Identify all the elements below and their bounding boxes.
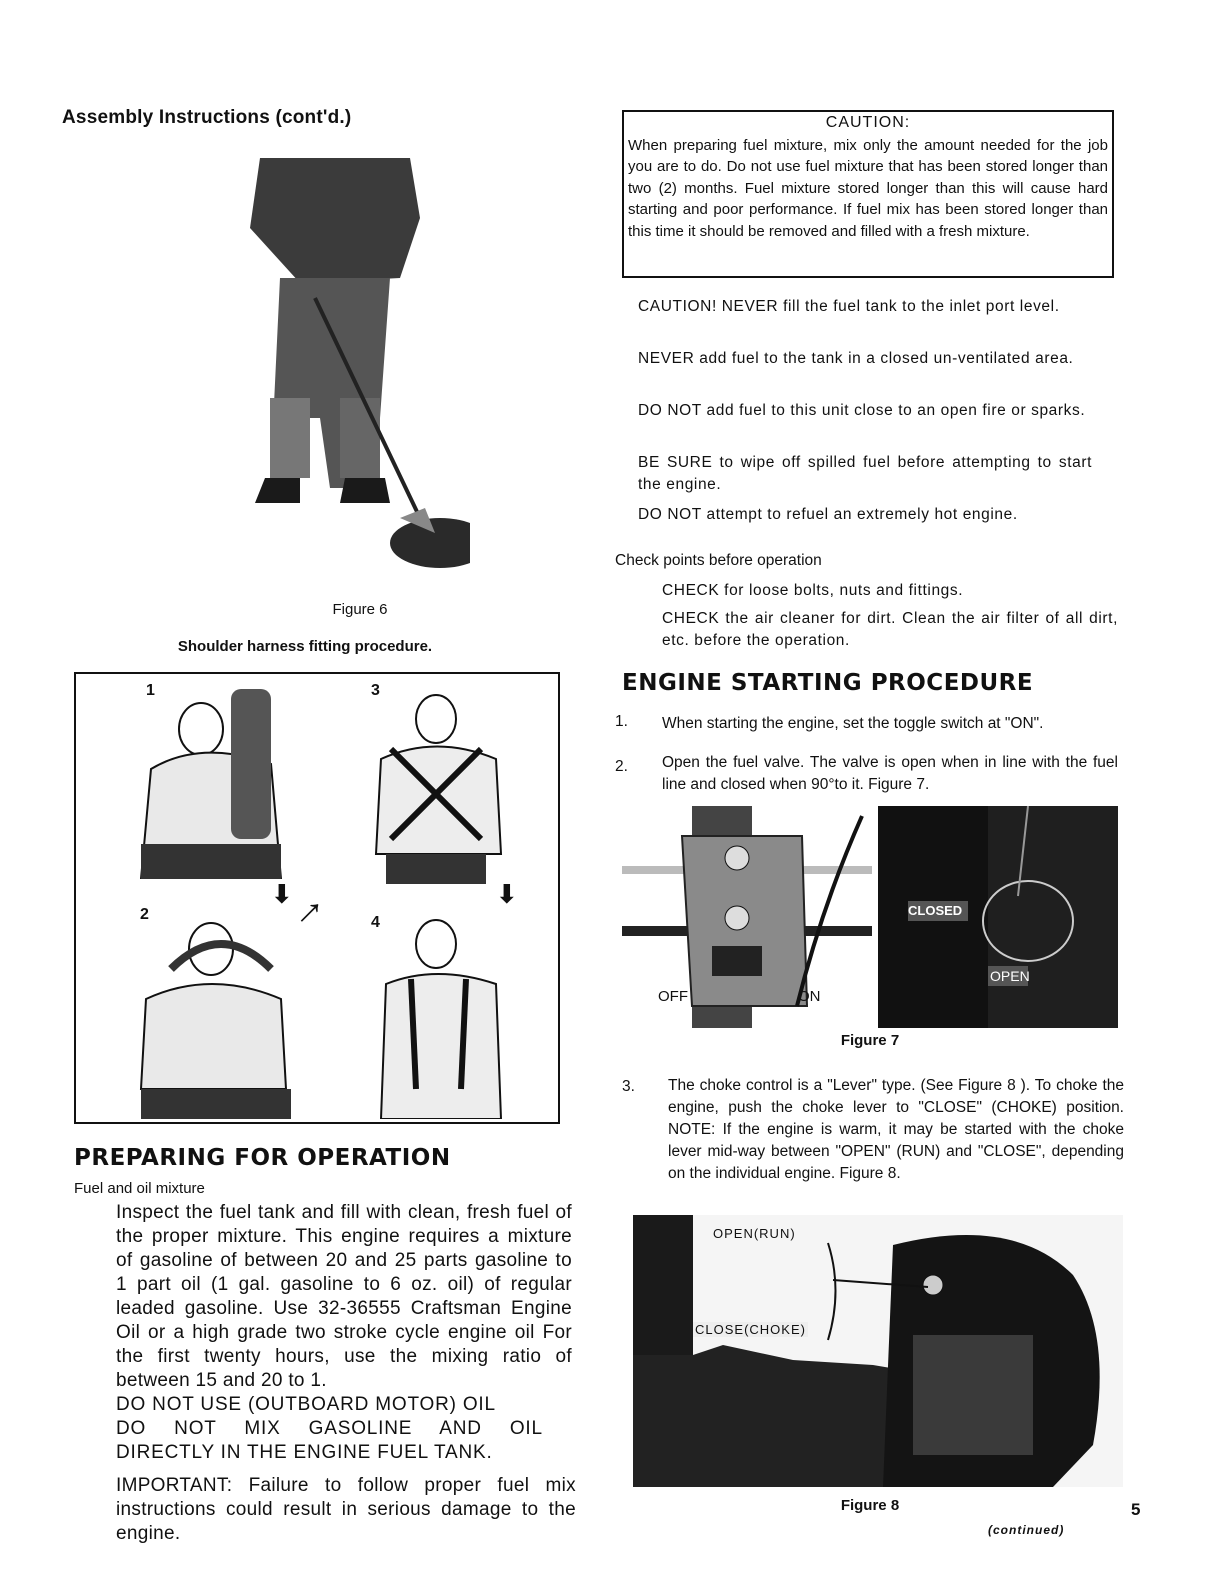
page-number: 5 (1131, 1500, 1141, 1519)
panel-number-2: 2 (140, 906, 149, 923)
fig8-open-run-label: OPEN(RUN) (713, 1226, 796, 1241)
caution-title: CAUTION: (825, 114, 911, 131)
warning-item: DO NOT add fuel to this unit close to an open fire or sparks. (638, 402, 1086, 419)
panel-number-4: 4 (371, 914, 380, 931)
fuel-oil-subsection: Fuel and oil mixture (74, 1180, 205, 1197)
panel1-illustration (131, 679, 301, 879)
warning-line-2: DO NOT MIX GASOLINE AND OIL (116, 1418, 543, 1439)
arrow-down-icon: ⬇ (271, 879, 293, 909)
assembly-heading: Assembly Instructions (cont'd.) (62, 107, 352, 128)
figure8-choke-photo (633, 1215, 1123, 1487)
step-text: Open the fuel valve. The valve is open when in line with the fuel line and closed when 90°to it. Figure 7. (662, 754, 1118, 793)
figure6-label: Figure 6 (332, 601, 388, 618)
fig7-off-label: OFF (658, 988, 688, 1005)
panel4-illustration (376, 909, 536, 1119)
checkpoint-item: CHECK for loose bolts, nuts and fittings. (662, 582, 964, 599)
figure7-switch-photo (622, 806, 872, 1028)
arrow-diagonal-icon: ↑ (288, 888, 334, 934)
figure6-image (220, 158, 470, 578)
panel-number-3: 3 (371, 682, 380, 699)
panel2-illustration (131, 909, 311, 1119)
warning-item: BE SURE to wipe off spilled fuel before attempting to start the engine. (638, 454, 1092, 493)
warning-item: CAUTION! NEVER fill the fuel tank to the inlet port level. (638, 298, 1060, 315)
engine-starting-title: ENGINE STARTING PROCEDURE (622, 670, 1034, 696)
step-number: 3. (622, 1078, 635, 1095)
warning-item: DO NOT attempt to refuel an extremely hot engine. (638, 506, 1018, 523)
figure7-valve-photo (878, 806, 1118, 1028)
important-text: Failure to follow proper fuel mix instructions could result in serious damage to the engine. (116, 1475, 576, 1544)
step-text: When starting the engine, set the toggle switch at "ON". (662, 715, 1044, 732)
caution-box (622, 110, 1114, 278)
fuel-instructions-body: Inspect the fuel tank and fill with clean, fresh fuel of the proper mixture. This engine requires a mixture of gasoline of between 20 and 25 parts gasoline to 1 part oil (1 gal. gasoline to 6 oz. oil) of regular leaded gasoline. Use 32-36555 Craftsman Engine Oil or a high grade two stroke cycle engine oil For the first twenty hours, use the mixing ratio of between 15 and 20 to 1. (116, 1202, 572, 1391)
warning-line-3: DIRECTLY IN THE ENGINE FUEL TANK. (116, 1442, 493, 1463)
panel-number-1: 1 (146, 682, 155, 699)
step-number: 2. (615, 758, 628, 775)
figure6-caption: Shoulder harness fitting procedure. (177, 638, 433, 655)
figure7-label: Figure 7 (840, 1032, 900, 1049)
checkpoint-item: CHECK the air cleaner for dirt. Clean the air filter of all dirt, etc. before the operation. (662, 610, 1118, 649)
panel3-illustration (366, 679, 516, 884)
preparing-section-title: PREPARING FOR OPERATION (74, 1145, 451, 1171)
checkpoints-title: Check points before operation (615, 552, 822, 569)
warning-item: NEVER add fuel to the tank in a closed un-ventilated area. (638, 350, 1074, 367)
continued-label: (continued) (988, 1523, 1065, 1537)
important-label: IMPORTANT: (116, 1475, 233, 1496)
figure8-label: Figure 8 (840, 1497, 900, 1514)
caution-text: When preparing fuel mixture, mix only the amount needed for the job you are to do. Do not use fuel mixture that has been stored longer than two (2) months. Fuel mixture stored longer than this will cause hard starting and poor performance. If fuel mix has been stored longer than this time it should be removed and filled with a fresh mixture. (628, 136, 1108, 240)
important-note (116, 1474, 576, 1546)
fig7-closed-label: CLOSED (908, 903, 963, 918)
fig8-close-choke-label: CLOSE(CHOKE) (695, 1322, 806, 1337)
fig7-on-label: ON (798, 988, 821, 1005)
arrow-down-icon: ⬇ (496, 879, 518, 909)
step-number: 1. (615, 713, 628, 730)
step-text: The choke control is a "Lever" type. (See Figure 8 ). To choke the engine, push the choke lever to "CLOSE" (CHOKE) position. NOTE: If the engine is warm, it may be started with the choke lever mid-way between "OPEN" (RUN) and "CLOSE", depending on the individual engine. Figure 8. (668, 1077, 1124, 1182)
harness-panel-frame (74, 672, 560, 1124)
warning-line-1: DO NOT USE (OUTBOARD MOTOR) OIL (116, 1394, 496, 1415)
fig7-open-label: OPEN (990, 968, 1030, 984)
